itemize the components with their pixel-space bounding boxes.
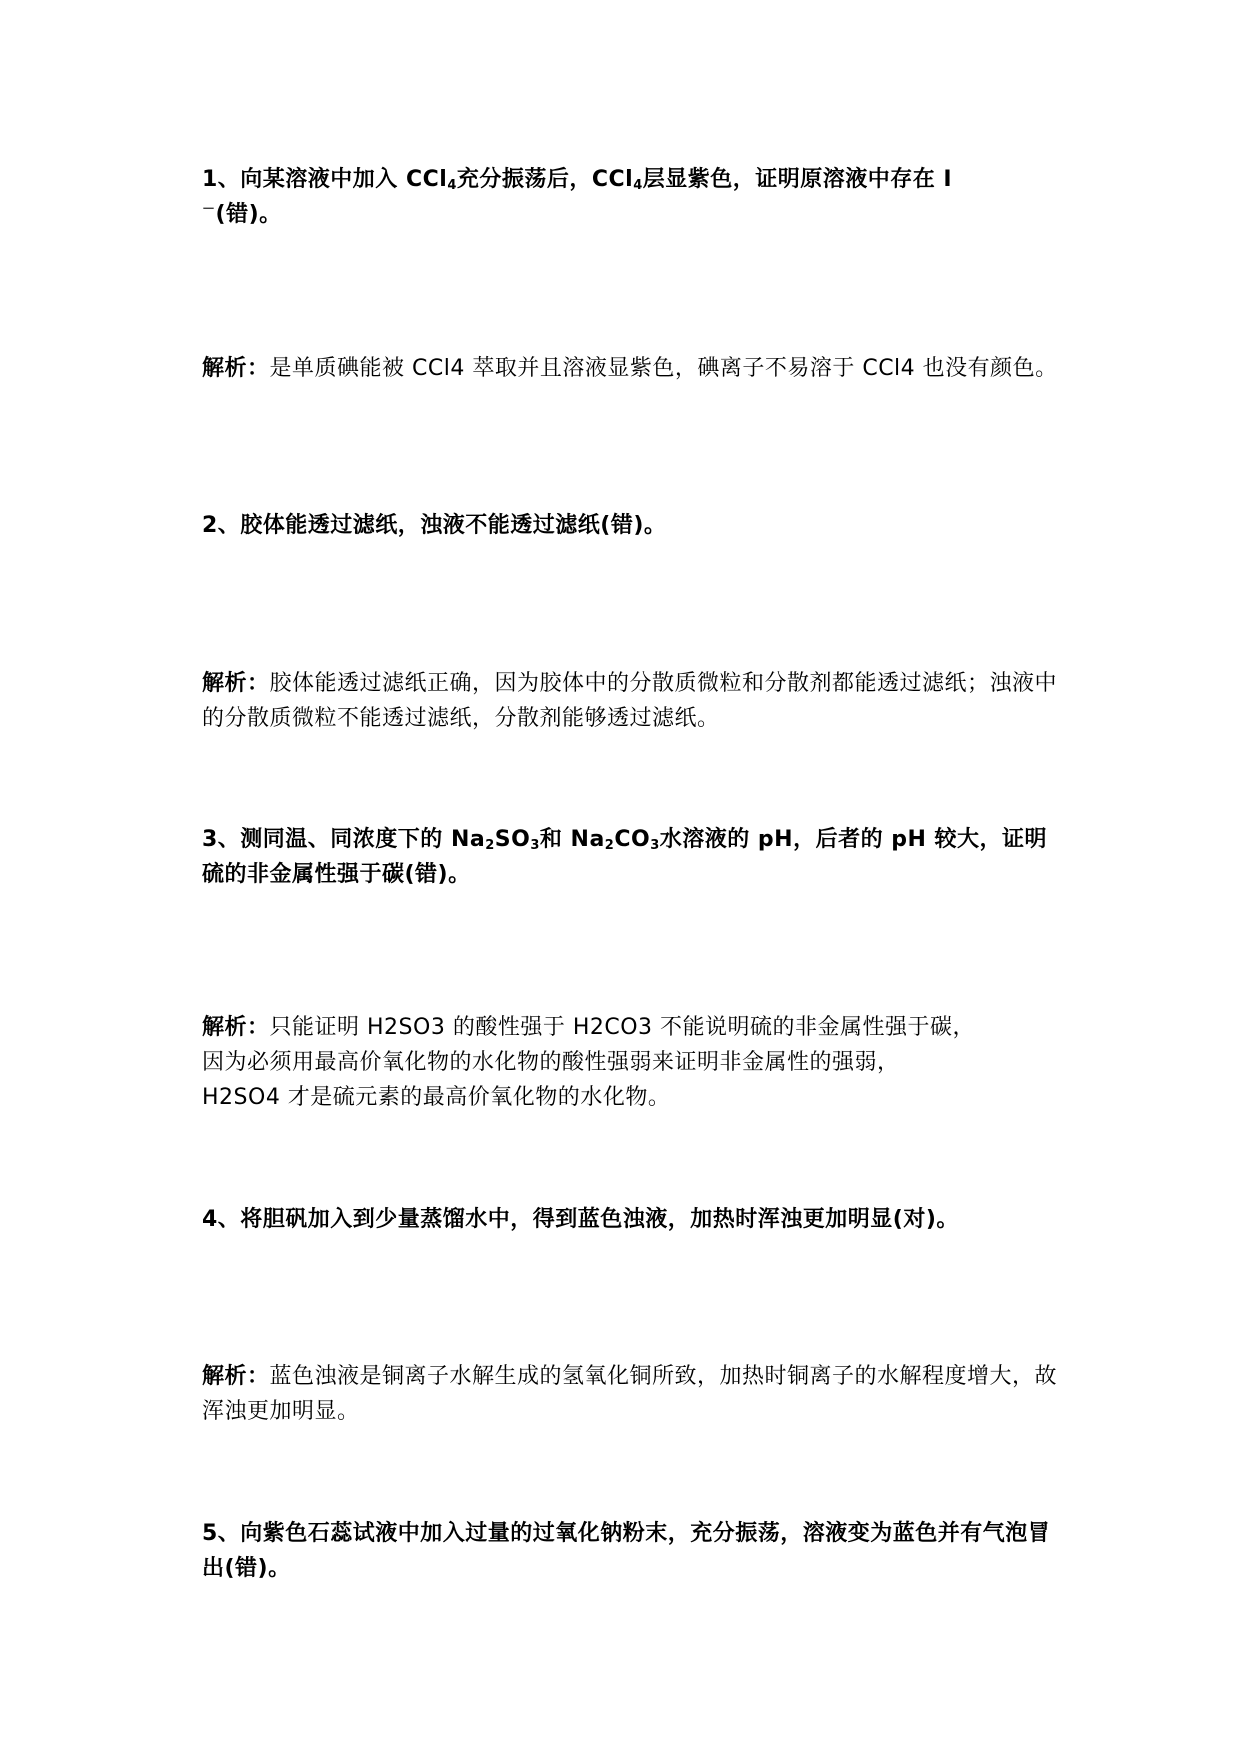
analysis-4 (202, 1359, 1062, 1429)
analysis-label: 解析： (202, 1364, 270, 1389)
analysis-3 (202, 1010, 1062, 1115)
superscript: － (202, 202, 216, 217)
analysis-label: 解析： (202, 671, 270, 696)
question-2-text: 2、胶体能透过滤纸，浊液不能透过滤纸(错)。 (202, 513, 667, 538)
analysis-4-text: 蓝色浊液是铜离子水解生成的氢氧化铜所致，加热时铜离子的水解程度增大，故浑浊更加明显。 (202, 1364, 1058, 1424)
question-3-text: CO (614, 827, 651, 852)
question-1-text: 充分振荡后，CCl (456, 167, 634, 192)
subscript: 3 (650, 838, 660, 853)
subscript: 2 (604, 838, 615, 853)
question-4-text: 4、将胆矾加入到少量蒸馏水中，得到蓝色浊液，加热时浑浊更加明显(对)。 (202, 1207, 959, 1232)
question-3-text: SO (494, 827, 531, 852)
question-4 (202, 1202, 1062, 1237)
analysis-3-line-3: H2SO4 才是硫元素的最高价氧化物的水化物。 (202, 1085, 671, 1110)
question-2 (202, 508, 1062, 543)
analysis-1 (202, 351, 1062, 386)
question-1-text: (错)。 (215, 202, 282, 227)
analysis-label: 解析： (202, 1015, 270, 1040)
question-5 (202, 1516, 1062, 1586)
analysis-1-text: 是单质碘能被 CCl4 萃取并且溶液显紫色，碘离子不易溶于 CCl4 也没有颜色。 (269, 356, 1058, 381)
question-1-text: 1、向某溶液中加入 CCl (202, 167, 448, 192)
question-5-text: 5、向紫色石蕊试液中加入过量的过氧化钠粉末，充分振荡，溶液变为蓝色并有气泡冒出(错)。 (202, 1521, 1051, 1581)
question-3-text: 3、测同温、同浓度下的 Na (202, 827, 486, 852)
analysis-2-text: 胶体能透过滤纸正确，因为胶体中的分散质微粒和分散剂都能透过滤纸；浊液中的分散质微粒不能透过滤纸，分散剂能够透过滤纸。 (202, 671, 1058, 731)
subscript: 4 (633, 178, 643, 193)
analysis-2 (202, 666, 1062, 736)
analysis-label: 解析： (202, 356, 270, 381)
analysis-3-line-2: 因为必须用最高价氧化物的水化物的酸性强弱来证明非金属性的强弱， (202, 1050, 900, 1075)
subscript: 4 (447, 178, 457, 193)
subscript: 3 (530, 838, 540, 853)
subscript: 2 (485, 838, 495, 853)
question-3-text: 和 Na (539, 827, 605, 852)
question-1 (202, 162, 1062, 232)
analysis-3-line-1: 只能证明 H2SO3 的酸性强于 H2CO3 不能说明硫的非金属性强于碳， (269, 1015, 976, 1040)
question-1-text: 层显紫色，证明原溶液中存在 I (642, 167, 953, 192)
question-3 (202, 822, 1062, 892)
question-3-text: 水溶液的 pH，后者的 pH 较大，证明硫的非金属性强于碳(错)。 (202, 827, 1048, 887)
